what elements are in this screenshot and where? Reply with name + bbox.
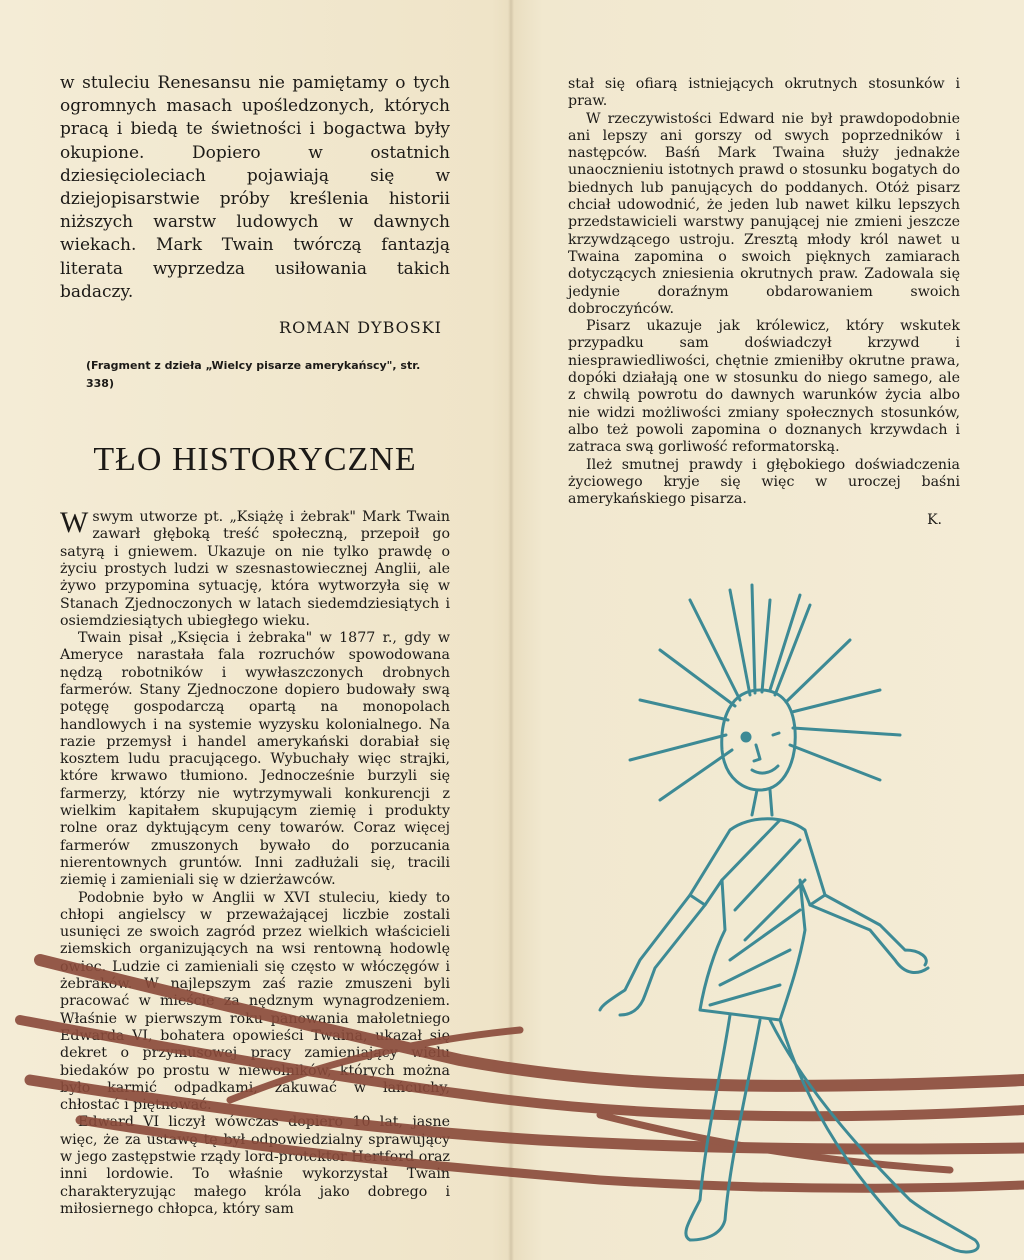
- intro-paragraph: w stuleciu Renesansu nie pamiętamy o tych ogromnych masach upośledzonych, których pracą i biedą te świetności i bogactwa były okupione. Dopiero w ostatnich dziesięcioleciach pojawiają się w dziejopisarstwie próby kreślenia historii niższych warstw ludowych w dawnych wiekach. Mark Twain twórczą fantazją literata wyprzedza usiłowania takich badaczy.: [60, 73, 450, 302]
- paragraph-1-text: swym utworze pt. „Książę i żebrak" Mark Twain zawarł głęboką treść społeczną, przepoił go satyrą i gniewem. Ukazuje on nie tylko prawdę o życiu prostych ludzi w szesnastowiecznej Anglii, ale żywo przypomina sytuację, która wytworzyła się w Stanach Zjednoczonych w latach siedemdziesiątych i osiemdziesiątych ubiegłego wieku.: [60, 509, 450, 629]
- section-heading: TŁO HISTORYCZNE: [93, 441, 417, 479]
- right-paragraph-3: Pisarz ukazuje jak królewicz, który wskutek przypadku sam doświadczył krzywd i niesprawiedliwości, chętnie zmieniłby okrutne prawa, dopóki działają one w stosunku do niego samego, ale z chwilą powrotu do dawnych warunków życia albo nie widzi możliwości zmiany społecznych stosunków, albo też powoli zapomina o doznanych krzywdach i zatraca swą gorliwość reformatorską.: [568, 318, 960, 456]
- drop-cap: W: [60, 506, 89, 540]
- source-citation: (Fragment z dzieła „Wielcy pisarze amerykańscy", str. 338): [86, 359, 421, 391]
- signature: K.: [927, 512, 942, 529]
- brown-branches: [20, 960, 1024, 1188]
- author-name: ROMAN DYBOSKI: [279, 318, 442, 338]
- paragraph-2: Twain pisał „Księcia i żebraka" w 1877 r., gdy w Ameryce narastała fala rozruchów spowodowana nędzą robotników i wywłaszczonych drobnych farmerów. Stany Zjednoczone dopiero budowały swą potęgę gospodarczą opartą na monopolach handlowych i na systemie wyzysku kolonialnego. Na razie przemysł i handel amerykański dorabiał się kosztem ludu pracującego. Wybuchały więc strajki, które krwawo tłumiono. Jednocześnie burzyli się farmerzy, którzy nie wytrzymywali konkurencji z wielkim kapitałem skupującym ziemię i produkty rolne oraz dyktującym ceny towarów. Coraz więcej farmerów zmuszonych bywało do porzucania nierentownych gruntów. Inni zadłużali się, tracili ziemię i zamieniali się w dzierżawców.: [60, 630, 450, 889]
- right-paragraph-4: Ileż smutnej prawdy i głębokiego doświadczenia życiowego kryje się więc w uroczej baśni amerykańskiego pisarza.: [568, 456, 960, 508]
- paragraph-4: Edward VI liczył wówczas dopiero 10 lat, jasne więc, że za ustawę tę był odpowiedzialny sprawujący w jego zastępstwie rządy lord-protektor Hertford oraz inni lordowie. To właśnie wykorzystał Twain charakteryzując małego króla jako dobrego i miłosiernego chłopca, który sam: [60, 1114, 450, 1217]
- paragraph-3: Podobnie było w Anglii w XVI stuleciu, kiedy to chłopi angielscy w przeważającej liczbie zostali usunięci ze swoich zagród przez wielkich właścicieli ziemskich organizujących na wsi rentowną hodowlę owiec. Ludzie ci zamieniali się często w włóczęgów i żebraków. W najlepszym zaś razie zmuszeni byli pracować w mieście za nędznym wynagrodzeniem. Właśnie w pierwszym roku panowania małoletniego Edwarda VI, bohatera opowieści Twaina, ukazał się dekret o przymusowej pracy zamieniający wielu biedaków po prostu w niewolników, których można było karmić odpadkami, zakuwać w łańcuchy, chłostać i piętnować.: [60, 889, 450, 1114]
- right-paragraph-2: W rzeczywistości Edward nie był prawdopodobnie ani lepszy ani gorszy od swych poprzedników i następców. Baśń Mark Twaina służy jednakże unaocznieniu istotnych prawd o stosunku bogatych do biednych lub panujących do poddanych. Otóż pisarz chciał udowodnić, że jeden lub nawet kilku lepszych przedstawicieli warstwy panującej nie zmieni jeszcze krzywdzącego ustroju. Zresztą młody król nawet u Twaina zapomina o swoich pięknych zamiarach dotyczących zniesienia okrutnych praw. Zadowala się jedynie doraźnym obdarowaniem swoich dobroczyńców.: [568, 110, 960, 317]
- right-paragraph-1: stał się ofiarą istniejących okrutnych stosunków i praw.: [568, 76, 960, 110]
